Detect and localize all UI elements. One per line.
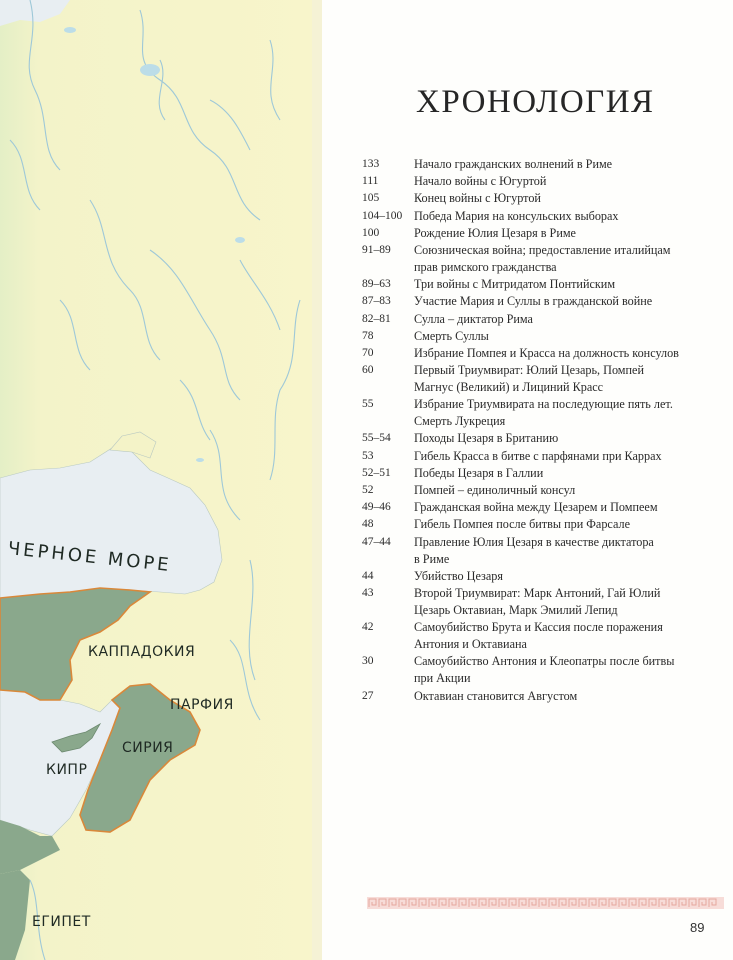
chronology-row [362,688,732,705]
chronology-event [414,190,732,207]
chronology-row [362,276,732,293]
chronology-year: 52 [362,484,374,496]
chronology-row [362,585,732,619]
page-number: 89 [690,920,705,935]
cyprus-label: КИПР [46,762,88,778]
chronology-year: 70 [362,346,374,359]
chronology-row [362,225,732,242]
chronology-event-line: при Акции [414,671,471,686]
chronology-event-line: Три войны с Митридатом Понтийским [414,277,616,292]
chronology-event [414,328,732,345]
chronology-list [362,156,732,705]
chronology-event-line: Победы Цезаря в Галлии [414,465,544,480]
chronology-row [362,173,732,190]
chronology-year: 133 [362,158,380,170]
chronology-year: 100 [362,226,380,239]
chronology-row [362,156,732,173]
chronology-year: 27 [362,689,374,702]
chronology-event-line: Убийство Цезаря [414,568,503,583]
chronology-event [414,465,732,482]
chronology-event-line: Правление Юлия Цезаря в качестве диктатора [414,534,654,549]
chronology-year: 104–100 [362,209,403,222]
chronology-row [362,208,732,225]
chronology-event-line: Октавиан становится Августом [414,688,578,703]
chronology-event [414,516,732,533]
chronology-event-line: Магнус (Великий) и Лициний Красс [414,380,604,395]
chronology-year: 89–63 [362,278,391,291]
chronology-row [362,465,732,482]
chronology-event [414,362,732,396]
egypt-label: ЕГИПЕТ [32,914,91,930]
chronology-year: 91–89 [362,243,391,256]
map-illustration [0,0,322,960]
chronology-event-line: Самоубийство Брута и Кассия после поражения [414,620,663,635]
chronology-event-line: Гражданская война между Цезарем и Помпеем [414,500,658,515]
chronology-event [414,653,732,687]
chronology-event-line: Антония и Октавиана [414,637,527,652]
greek-key-border [367,897,724,909]
chronology-year: 111 [362,175,379,188]
chronology-event-line: в Риме [414,551,450,566]
chronology-row [362,242,732,276]
chronology-row [362,311,732,328]
page-title: ХРОНОЛОГИЯ [416,84,655,120]
chronology-row [362,516,732,533]
chronology-event-line: Союзническая война; предоставление италийцам [414,242,671,257]
chronology-year: 78 [362,329,374,342]
chronology-row [362,396,732,430]
chronology-event [414,482,732,499]
chronology-event [414,396,732,430]
chronology-event-line: Смерть Лукреция [414,414,506,429]
syria-label: СИРИЯ [122,740,174,756]
chronology-event-line: Победа Мария на консульских выборах [414,208,619,223]
chronology-event-line: Самоубийство Антония и Клеопатры после битвы [414,654,675,669]
black-sea-label: ЧЕРНОЕ МОРЕ [6,538,173,577]
chronology-event [414,448,732,465]
chronology-row [362,345,732,362]
chronology-event-line: Гибель Красса в битве с парфянами при Каррах [414,448,662,463]
chronology-event-line: Смерть Суллы [414,328,489,343]
chronology-year: 43 [362,586,374,599]
chronology-event-line: Начало войны с Югуртой [414,174,547,189]
chronology-year: 52–51 [362,466,391,479]
chronology-row [362,328,732,345]
chronology-year: 44 [362,569,374,582]
chronology-year: 30 [362,655,374,668]
chronology-row [362,568,732,585]
chronology-event-line: Избрание Помпея и Красса на должность консулов [414,345,679,360]
chronology-year: 53 [362,449,374,462]
chronology-event [414,225,732,242]
chronology-event-line: Избрание Триумвирата на последующие пять лет. [414,397,673,412]
chronology-event [414,585,732,619]
chronology-event [414,534,732,568]
chronology-event-line: Сулла – диктатор Рима [414,311,533,326]
map-panel [0,0,322,960]
chronology-year: 49–46 [362,501,391,514]
chronology-event-line: Помпей – единоличный консул [414,483,576,497]
chronology-event [414,242,732,276]
chronology-row [362,653,732,687]
chronology-event [414,276,732,293]
chronology-row [362,430,732,447]
chronology-row [362,448,732,465]
chronology-event-line: Начало гражданских волнений в Риме [414,157,613,171]
chronology-event [414,345,732,362]
chronology-row [362,619,732,653]
chronology-event [414,208,732,225]
chronology-event [414,156,732,173]
chronology-event [414,619,732,653]
chronology-row [362,293,732,310]
chronology-row [362,499,732,516]
chronology-page [322,0,733,960]
chronology-event [414,173,732,190]
chronology-event-line: Походы Цезаря в Британию [414,431,559,446]
chronology-year: 42 [362,621,374,634]
chronology-row [362,534,732,568]
chronology-event [414,293,732,310]
chronology-year: 47–44 [362,535,391,548]
chronology-year: 48 [362,518,374,531]
chronology-event [414,688,732,705]
chronology-row [362,190,732,207]
chronology-event-line: Участие Мария и Суллы в гражданской войне [414,294,653,309]
chronology-event-line: Цезарь Октавиан, Марк Эмилий Лепид [414,602,618,617]
chronology-event-line: Второй Триумвират: Марк Антоний, Гай Юлий [414,585,661,600]
cappadocia-label: КАППАДОКИЯ [88,644,196,660]
parthia-label: ПАРФИЯ [170,697,234,713]
chronology-event-line: Первый Триумвират: Юлий Цезарь, Помпей [414,363,644,378]
chronology-year: 60 [362,364,374,377]
chronology-year: 55 [362,398,374,411]
chronology-event [414,568,732,585]
chronology-year: 55–54 [362,432,391,445]
chronology-event [414,311,732,328]
chronology-row [362,482,732,499]
chronology-event [414,499,732,516]
chronology-year: 87–83 [362,295,391,308]
chronology-event-line: Рождение Юлия Цезаря в Риме [414,225,576,240]
chronology-event-line: прав римского гражданства [414,259,557,274]
chronology-event-line: Гибель Помпея после битвы при Фарсале [414,517,630,532]
chronology-event-line: Конец войны с Югуртой [414,191,541,206]
chronology-year: 82–81 [362,312,391,325]
chronology-year: 105 [362,192,380,205]
chronology-event [414,430,732,447]
chronology-row [362,362,732,396]
